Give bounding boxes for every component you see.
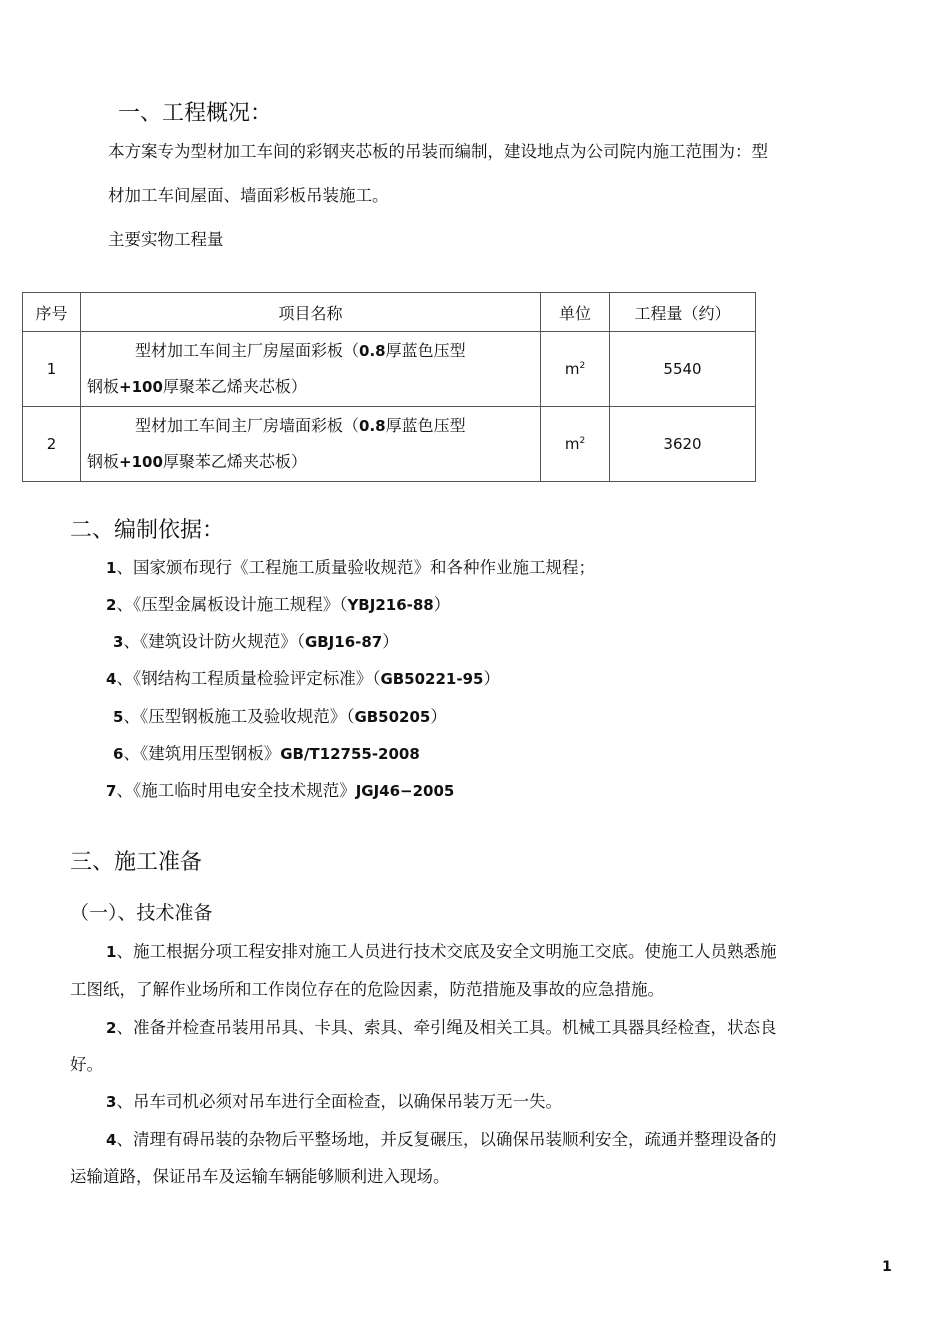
header-no: 序号 [23,293,81,332]
header-unit: 单位 [541,293,610,332]
section3-paragraph1-line1: 1、施工根据分项工程安排对施工人员进行技术交底及安全文明施工交底。使施工人员熟悉施 [106,942,777,961]
row-name: 型材加工车间主厂房墙面彩板（0.8厚蓝色压型 钢板+100厚聚苯乙烯夹芯板） [81,407,541,482]
section3-paragraph4-line1: 4、清理有碍吊装的杂物后平整场地，并反复碾压，以确保吊装顺利安全，疏通并整理设备的 [106,1130,777,1149]
row-name: 型材加工车间主厂房屋面彩板（0.8厚蓝色压型 钢板+100厚聚苯乙烯夹芯板） [81,332,541,407]
header-qty: 工程量（约） [610,293,756,332]
row-qty: 3620 [610,407,756,482]
row-unit: $m^2$ [541,332,610,407]
section1-subtitle: 主要实物工程量 [108,230,224,249]
table-row [23,407,756,482]
list-item: 7、《施工临时用电安全技术规范》JGJ46−2005 [106,781,455,800]
section1-paragraph-line2: 材加工车间屋面、墙面彩板吊装施工。 [108,186,389,205]
section3-paragraph2-line2: 好。 [70,1055,103,1074]
list-item: 4、《钢结构工程质量检验评定标准》（GB50221-95） [106,669,500,688]
row-no: 2 [23,407,81,482]
list-item: 5、《压型钢板施工及验收规范》（GB50205） [113,707,447,726]
row-unit: $m^2$ [541,407,610,482]
section3-heading: 三、施工准备 [70,850,203,875]
section1-paragraph-line1: 本方案专为型材加工车间的彩钢夹芯板的吊装而编制，建设地点为公司院内施工范围为：型 [108,142,768,161]
page-number: 1 [882,1259,892,1275]
section3-paragraph2-line1: 2、准备并检查吊装用吊具、卡具、索具、牵引绳及相关工具。机械工具器具经检查，状态良 [106,1018,777,1037]
list-item: 6、《建筑用压型钢板》GB/T12755-2008 [113,744,420,763]
quantities-table [22,292,756,482]
list-item: 1、国家颁布现行《工程施工质量验收规范》和各种作业施工规程； [106,558,595,577]
section3-subheading: （一）、技术准备 [70,902,213,924]
section3-paragraph1-line2: 工图纸，了解作业场所和工作岗位存在的危险因素，防范措施及事故的应急措施。 [70,980,664,999]
section2-heading: 二、编制依据： [70,518,225,543]
table-row [23,332,756,407]
header-name: 项目名称 [81,293,541,332]
list-item: 2、《压型金属板设计施工规程》（YBJ216-88） [106,595,451,614]
list-item: 3、《建筑设计防火规范》（GBJ16-87） [113,632,399,651]
table-header-row [23,293,756,332]
section1-heading: 一、工程概况： [118,101,273,126]
row-no: 1 [23,332,81,407]
section3-paragraph4-line2: 运输道路，保证吊车及运输车辆能够顺利进入现场。 [70,1167,450,1186]
row-qty: 5540 [610,332,756,407]
section3-paragraph3: 3、吊车司机必须对吊车进行全面检查，以确保吊装万无一失。 [106,1092,562,1111]
